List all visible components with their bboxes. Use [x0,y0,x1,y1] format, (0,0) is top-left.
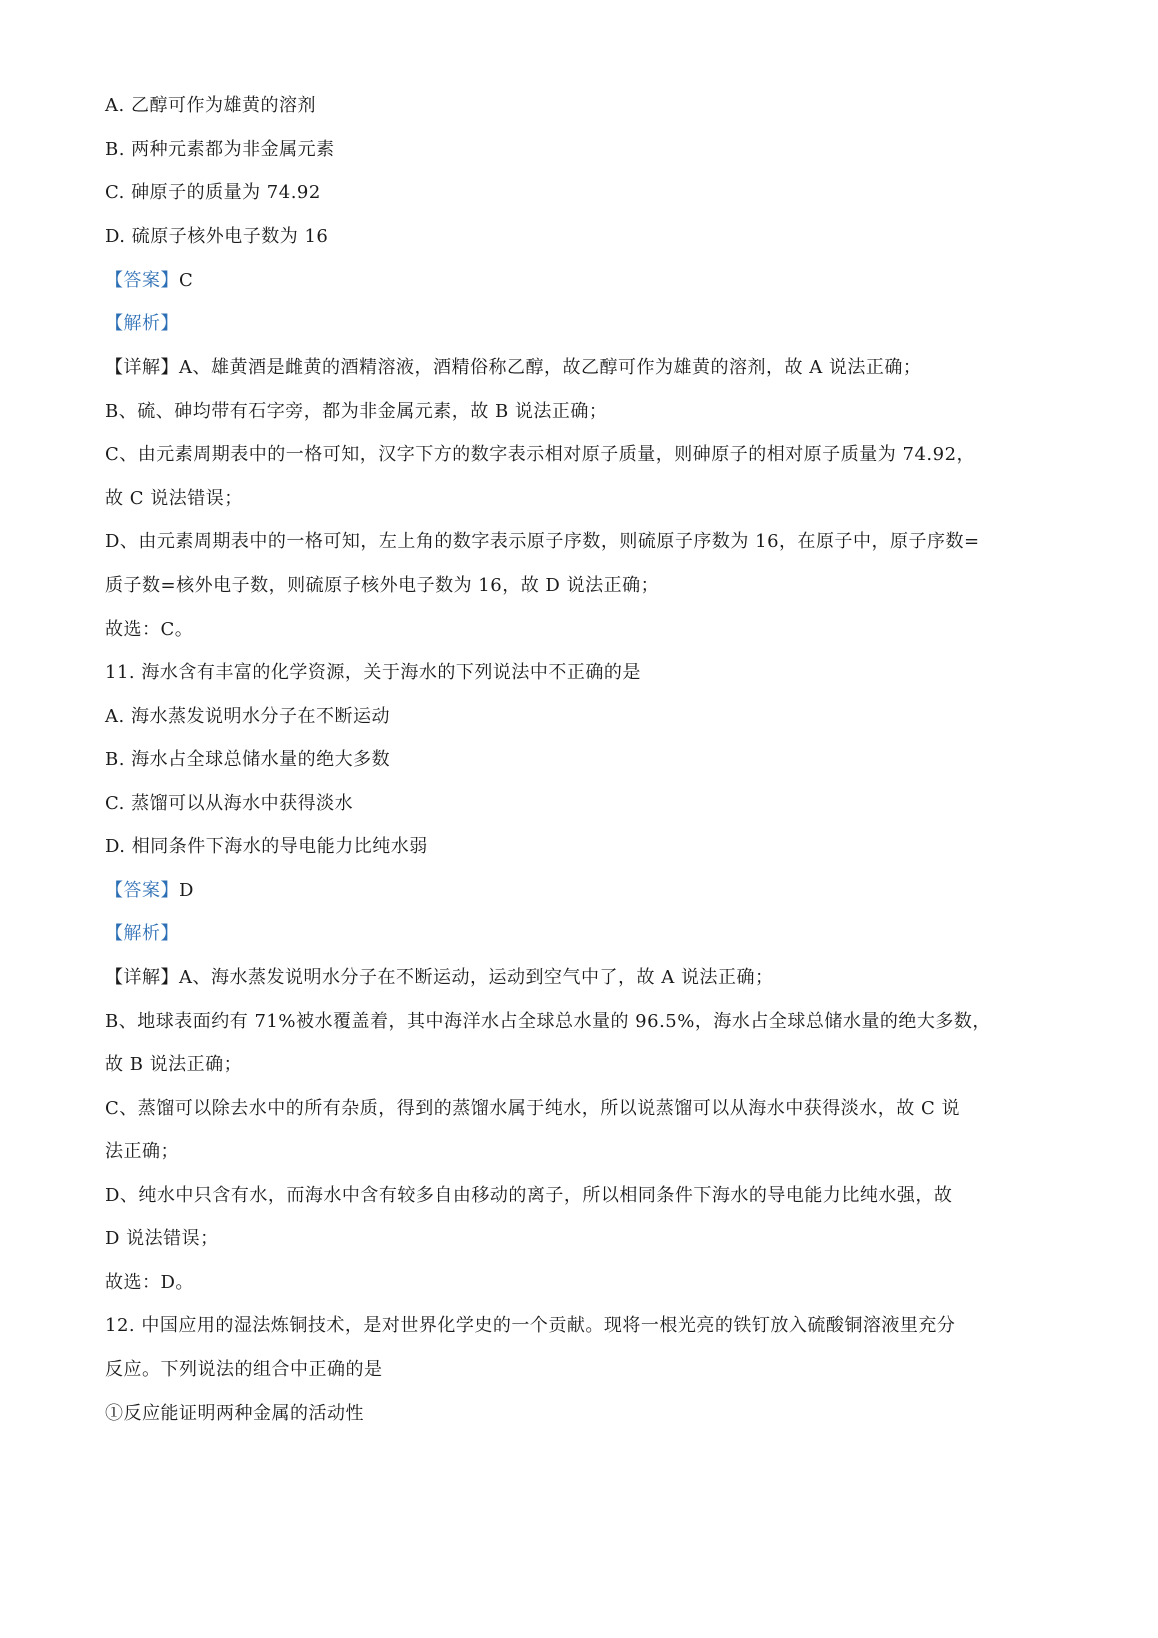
q10-answer [105,268,1065,294]
q10-option-a: A. 乙醇可作为雄黄的溶剂 [105,95,316,116]
q11-detail-line: 【详解】A、海水蒸发说明水分子在不断运动，运动到空气中了，故 A 说法正确； [105,967,774,988]
q11-detail-line: D、纯水中只含有水，而海水中含有较多自由移动的离子，所以相同条件下海水的导电能力比纯水强，故 [105,1185,953,1206]
q11-detail-line: 法正确； [105,1141,179,1162]
q12-stem-line: 12. 中国应用的湿法炼铜技术，是对世界化学史的一个贡献。现将一根光亮的铁钉放入硫酸铜溶液里充分 [105,1315,956,1336]
q10-detail-line: C、由元素周期表中的一格可知，汉字下方的数字表示相对原子质量，则砷原子的相对原子质量为 74.92， [105,444,976,465]
q11-analysis-label [105,921,1065,947]
q10-analysis-label [105,311,1065,337]
q10-detail-line: D、由元素周期表中的一格可知，左上角的数字表示原子序数，则硫原子序数为 16，在原子中，原子序数= [105,531,980,552]
q10-option-c: C. 砷原子的质量为 74.92 [105,182,321,203]
q12-statement: ①反应能证明两种金属的活动性 [105,1403,364,1424]
q11-option-d: D. 相同条件下海水的导电能力比纯水弱 [105,836,428,857]
q11-option-c: C. 蒸馏可以从海水中获得淡水 [105,793,354,814]
answer-label: 【答案】 [105,880,179,901]
q10-detail-line: 故 C 说法错误； [105,488,243,509]
answer-value: C [179,270,194,291]
q10-detail-line: B、硫、砷均带有石字旁，都为非金属元素，故 B 说法正确； [105,401,608,422]
q10-option-b: B. 两种元素都为非金属元素 [105,139,335,160]
q11-detail-line: D 说法错误； [105,1228,219,1249]
analysis-label: 【解析】 [105,313,179,334]
analysis-label: 【解析】 [105,923,179,944]
q11-detail-line: 故 B 说法正确； [105,1054,243,1075]
q10-option-d: D. 硫原子核外电子数为 16 [105,226,329,247]
q11-detail-line: 故选：D。 [105,1272,194,1293]
q11-detail-line: C、蒸馏可以除去水中的所有杂质，得到的蒸馏水属于纯水，所以说蒸馏可以从海水中获得淡水，故 C 说 [105,1098,960,1119]
q10-detail-line: 故选：C。 [105,619,194,640]
q11-detail-line: B、地球表面约有 71%被水覆盖着，其中海洋水占全球总水量的 96.5%，海水占全球总储水量的绝大多数， [105,1011,991,1032]
answer-label: 【答案】 [105,270,179,291]
q11-option-a: A. 海水蒸发说明水分子在不断运动 [105,706,390,727]
q10-detail-line: 质子数=核外电子数，则硫原子核外电子数为 16，故 D 说法正确； [105,575,660,596]
answer-value: D [179,880,194,901]
q10-detail-line: 【详解】A、雄黄酒是雌黄的酒精溶液，酒精俗称乙醇，故乙醇可作为雄黄的溶剂，故 A 说法正确； [105,357,922,378]
q11-stem: 11. 海水含有丰富的化学资源，关于海水的下列说法中不正确的是 [105,662,641,683]
q11-option-b: B. 海水占全球总储水量的绝大多数 [105,749,391,770]
q12-stem-line: 反应。下列说法的组合中正确的是 [105,1359,383,1380]
q11-answer [105,878,1065,904]
